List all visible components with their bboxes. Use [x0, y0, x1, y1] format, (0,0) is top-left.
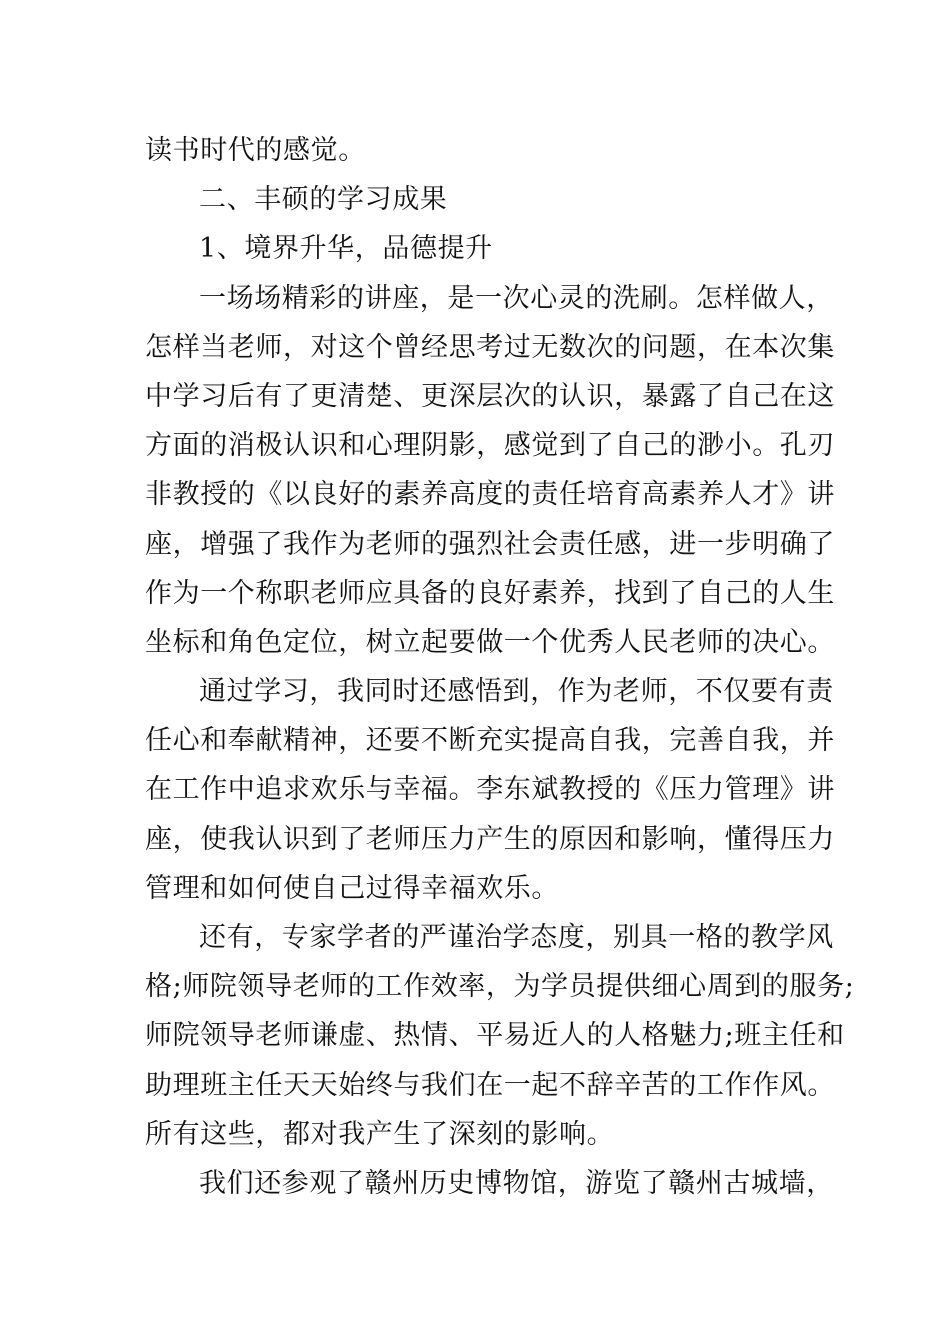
section-heading: 二、丰硕的学习成果: [199, 184, 448, 216]
text-line: 在工作中追求欢乐与幸福。李东斌教授的《压力管理》讲: [145, 774, 835, 806]
text-line: 我们还参观了赣州历史博物馆，游览了赣州古城墙，: [199, 1167, 834, 1199]
text-line: 格;师院领导老师的工作效率，为学员提供细心周到的服务;: [145, 971, 855, 1003]
text-line: 方面的消极认识和心理阴影，感觉到了自己的渺小。孔刃: [145, 430, 835, 462]
text-line: 作为一个称职老师应具备的良好素养，找到了自己的人生: [145, 577, 835, 609]
subsection-heading: 1、境界升华，品德提升: [199, 233, 493, 265]
text-line: 管理和如何使自己过得幸福欢乐。: [145, 872, 559, 904]
text-line: 座，增强了我作为老师的强烈社会责任感，进一步明确了: [145, 528, 835, 560]
text-line: 一场场精彩的讲座，是一次心灵的洗刷。怎样做人，: [199, 282, 834, 314]
text-line: 通过学习，我同时还感悟到，作为老师，不仅要有责: [199, 676, 834, 708]
text-line: 怎样当老师，对这个曾经思考过无数次的问题，在本次集: [145, 331, 835, 363]
text-line: 师院领导老师谦虚、热情、平易近人的人格魅力;班主任和: [145, 1020, 845, 1052]
text-line: 非教授的《以良好的素养高度的责任培育高素养人才》讲: [145, 479, 835, 511]
document-body: [145, 126, 855, 1208]
text-line: 助理班主任天天始终与我们在一起不辞辛苦的工作作风。: [145, 1069, 835, 1101]
text-line: 读书时代的感觉。: [145, 135, 366, 166]
text-line: 还有，专家学者的严谨治学态度，别具一格的教学风: [199, 922, 834, 953]
text-line: 坐标和角色定位，树立起要做一个优秀人民老师的决心。: [145, 626, 835, 658]
text-line: 座，使我认识到了老师压力产生的原因和影响，懂得压力: [145, 823, 835, 855]
text-line: 所有这些，都对我产生了深刻的影响。: [145, 1118, 615, 1150]
text-line: 任心和奉献精神，还要不断充实提高自我，完善自我，并: [145, 725, 835, 757]
text-line: 中学习后有了更清楚、更深层次的认识，暴露了自己在这: [145, 380, 835, 412]
